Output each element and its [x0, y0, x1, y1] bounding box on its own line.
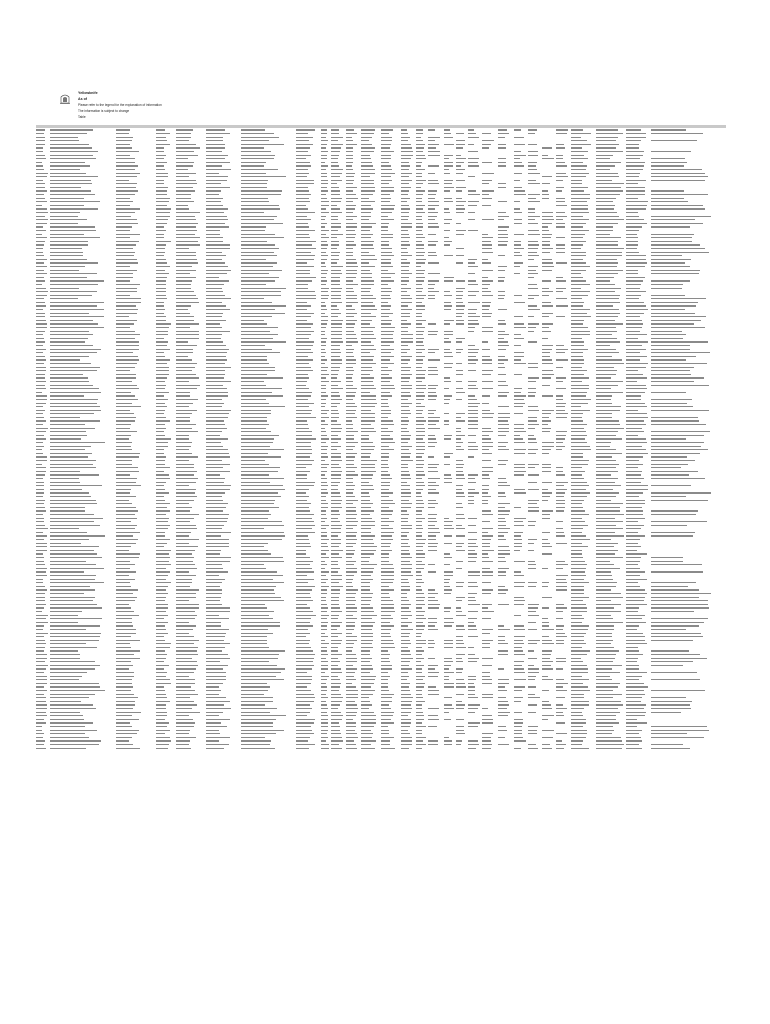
document-note: The information is subject to change [78, 109, 130, 113]
table-row [36, 746, 726, 750]
document-title-line-2: As of [78, 97, 87, 101]
document-subtitle: Please refer to the legend for the explanation of information [78, 103, 162, 107]
crest-logo [58, 92, 72, 105]
document-title-line-1: Yellowknife [78, 91, 98, 95]
data-table [36, 125, 726, 750]
document-note-2: Table [78, 115, 86, 119]
